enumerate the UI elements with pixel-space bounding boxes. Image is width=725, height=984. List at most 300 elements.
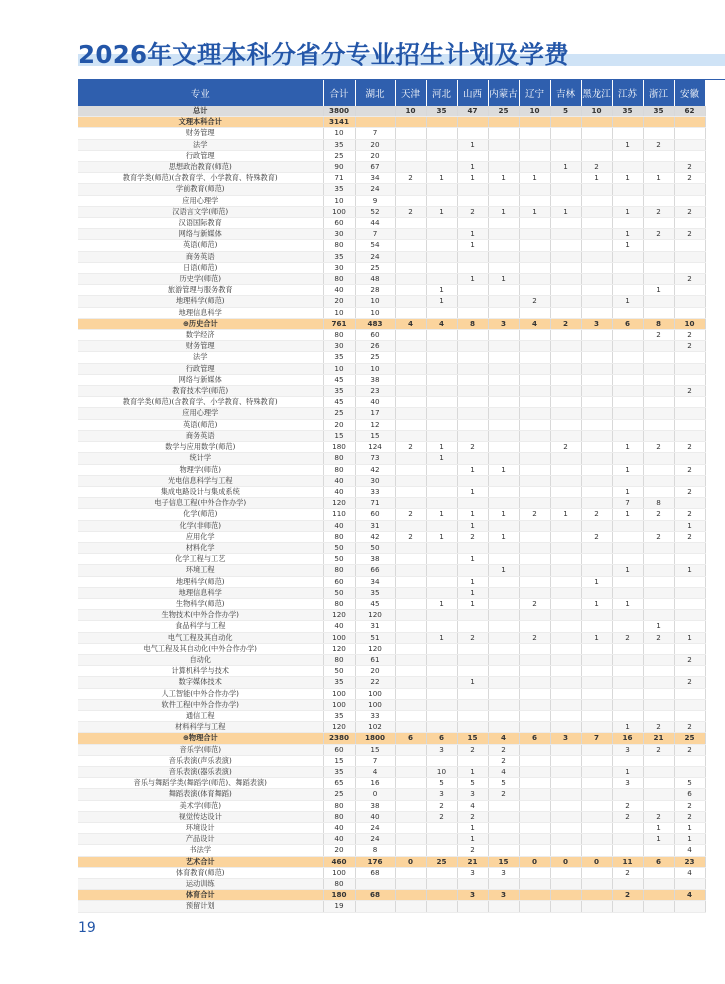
count-cell [581, 240, 612, 251]
count-cell: 2 [426, 811, 457, 822]
count-cell [426, 184, 457, 195]
count-cell [395, 621, 426, 632]
table-row [78, 475, 705, 486]
count-cell [581, 643, 612, 654]
count-cell [457, 341, 488, 352]
count-cell [550, 195, 581, 206]
count-cell [550, 554, 581, 565]
count-cell: 3 [457, 789, 488, 800]
count-cell: 8 [355, 845, 395, 856]
count-cell [643, 789, 674, 800]
count-cell [395, 520, 426, 531]
count-cell [643, 117, 674, 128]
count-cell [457, 218, 488, 229]
count-cell [426, 542, 457, 553]
table-body [78, 106, 705, 912]
count-cell [457, 643, 488, 654]
column-header: 专业 [78, 80, 323, 106]
count-cell: 0 [581, 856, 612, 867]
table-row [78, 632, 705, 643]
count-cell [519, 520, 550, 531]
count-cell [519, 453, 550, 464]
count-cell [426, 419, 457, 430]
count-cell: 2 [643, 442, 674, 453]
count-cell [674, 240, 705, 251]
count-cell [355, 106, 395, 117]
count-cell: 0 [550, 856, 581, 867]
count-cell: 80 [323, 565, 355, 576]
count-cell: 40 [355, 811, 395, 822]
count-cell [581, 117, 612, 128]
count-cell [643, 352, 674, 363]
count-cell [519, 128, 550, 139]
count-cell [519, 610, 550, 621]
count-cell: 2 [674, 654, 705, 665]
count-cell [643, 341, 674, 352]
count-cell [395, 710, 426, 721]
count-cell [674, 621, 705, 632]
major-name-cell: 思想政治教育(师范) [78, 162, 323, 173]
count-cell: 50 [323, 554, 355, 565]
major-name-cell: 数学与应用数学(师范) [78, 442, 323, 453]
count-cell: 66 [355, 565, 395, 576]
count-cell: 2 [674, 386, 705, 397]
count-cell: 2 [612, 867, 643, 878]
count-cell [550, 397, 581, 408]
count-cell: 1 [426, 531, 457, 542]
count-cell: 20 [323, 419, 355, 430]
count-cell: 50 [323, 587, 355, 598]
table-row [78, 666, 705, 677]
count-cell: 17 [355, 408, 395, 419]
count-cell [643, 654, 674, 665]
count-cell: 1 [457, 766, 488, 777]
count-cell [426, 654, 457, 665]
major-name-cell: 生物技术(中外合作办学) [78, 610, 323, 621]
table-row [78, 755, 705, 766]
count-cell: 54 [355, 240, 395, 251]
count-cell [643, 184, 674, 195]
count-cell [643, 419, 674, 430]
count-cell: 15 [323, 430, 355, 441]
major-name-cell: 网络与新媒体 [78, 229, 323, 240]
count-cell: 2 [550, 442, 581, 453]
count-cell: 102 [355, 722, 395, 733]
count-cell [457, 408, 488, 419]
table-row [78, 363, 705, 374]
count-cell [488, 251, 519, 262]
count-cell: 2 [674, 173, 705, 184]
count-cell [581, 890, 612, 901]
count-cell [519, 218, 550, 229]
count-cell: 23 [674, 856, 705, 867]
count-cell [488, 643, 519, 654]
count-cell: 35 [323, 766, 355, 777]
count-cell [581, 699, 612, 710]
count-cell [581, 565, 612, 576]
count-cell: 40 [323, 621, 355, 632]
count-cell [550, 576, 581, 587]
count-cell: 2 [612, 811, 643, 822]
count-cell [395, 800, 426, 811]
count-cell [426, 643, 457, 654]
count-cell [612, 285, 643, 296]
major-name-cell: 视觉传达设计 [78, 811, 323, 822]
major-name-cell: 体育教育(师范) [78, 867, 323, 878]
count-cell: 2 [488, 755, 519, 766]
count-cell [395, 834, 426, 845]
count-cell [519, 430, 550, 441]
table-row [78, 531, 705, 542]
table-row [78, 565, 705, 576]
table-row [78, 453, 705, 464]
count-cell [612, 195, 643, 206]
count-cell: 73 [355, 453, 395, 464]
major-name-cell: 电气工程及其自动化 [78, 632, 323, 643]
major-name-cell: 英语(师范) [78, 419, 323, 430]
count-cell [488, 408, 519, 419]
table-row [78, 184, 705, 195]
major-name-cell: 应用心理学 [78, 408, 323, 419]
count-cell [426, 845, 457, 856]
count-cell [488, 330, 519, 341]
count-cell [550, 643, 581, 654]
table-row [78, 352, 705, 363]
count-cell [426, 677, 457, 688]
count-cell [519, 587, 550, 598]
count-cell [643, 150, 674, 161]
count-cell [488, 128, 519, 139]
count-cell: 80 [323, 811, 355, 822]
count-cell [550, 419, 581, 430]
count-cell [426, 587, 457, 598]
count-cell: 24 [355, 251, 395, 262]
count-cell [457, 475, 488, 486]
count-cell: 3 [612, 744, 643, 755]
count-cell [426, 498, 457, 509]
count-cell [395, 744, 426, 755]
count-cell [519, 139, 550, 150]
count-cell: 1 [457, 139, 488, 150]
count-cell [581, 722, 612, 733]
page-title: 2026年文理本科分省分专业招生计划及学费 [78, 40, 569, 69]
count-cell [395, 307, 426, 318]
count-cell: 38 [355, 554, 395, 565]
count-cell [395, 374, 426, 385]
count-cell [519, 442, 550, 453]
count-cell: 50 [323, 666, 355, 677]
count-cell: 40 [323, 486, 355, 497]
count-cell [395, 218, 426, 229]
table-row [78, 139, 705, 150]
count-cell [426, 307, 457, 318]
count-cell: 68 [355, 867, 395, 878]
count-cell [457, 195, 488, 206]
count-cell: 6 [674, 789, 705, 800]
count-cell [581, 374, 612, 385]
count-cell [457, 307, 488, 318]
count-cell [612, 554, 643, 565]
count-cell: 2 [457, 531, 488, 542]
table-row [78, 879, 705, 890]
count-cell [426, 699, 457, 710]
count-cell [519, 778, 550, 789]
table-row [78, 722, 705, 733]
count-cell [612, 363, 643, 374]
count-cell: 10 [323, 195, 355, 206]
count-cell: 1 [612, 486, 643, 497]
count-cell: 7 [355, 229, 395, 240]
count-cell [395, 666, 426, 677]
count-cell [612, 823, 643, 834]
count-cell [426, 901, 457, 912]
count-cell: 2380 [323, 733, 355, 744]
table-row [78, 296, 705, 307]
count-cell: 124 [355, 442, 395, 453]
count-cell [395, 139, 426, 150]
count-cell: 1 [457, 834, 488, 845]
count-cell [550, 430, 581, 441]
count-cell: 100 [355, 699, 395, 710]
count-cell: 1 [612, 598, 643, 609]
count-cell: 460 [323, 856, 355, 867]
count-cell [488, 542, 519, 553]
major-name-cell: 英语(师范) [78, 240, 323, 251]
table-row [78, 251, 705, 262]
count-cell: 6 [395, 733, 426, 744]
table-row [78, 262, 705, 273]
count-cell [550, 867, 581, 878]
count-cell [550, 520, 581, 531]
major-name-cell: 教育学类(师范)(含教育学、小学教育、特殊教育) [78, 173, 323, 184]
count-cell [519, 666, 550, 677]
count-cell: 2 [488, 744, 519, 755]
count-cell [674, 755, 705, 766]
count-cell: 2 [674, 229, 705, 240]
count-cell: 25 [323, 408, 355, 419]
table-row [78, 654, 705, 665]
count-cell [457, 419, 488, 430]
table-row [78, 710, 705, 721]
count-cell [426, 688, 457, 699]
count-cell: 10 [323, 363, 355, 374]
count-cell [643, 363, 674, 374]
count-cell [674, 139, 705, 150]
major-name-cell: 通信工程 [78, 710, 323, 721]
count-cell [395, 890, 426, 901]
count-cell [488, 688, 519, 699]
major-name-cell: 数学经济 [78, 330, 323, 341]
count-cell [612, 453, 643, 464]
count-cell [581, 710, 612, 721]
count-cell [581, 296, 612, 307]
count-cell: 110 [323, 509, 355, 520]
count-cell [426, 430, 457, 441]
major-name-cell: 音乐与舞蹈学类(舞蹈学(师范)、舞蹈表演) [78, 778, 323, 789]
count-cell [674, 374, 705, 385]
count-cell [674, 699, 705, 710]
count-cell: 25 [488, 106, 519, 117]
count-cell [550, 274, 581, 285]
count-cell [519, 184, 550, 195]
count-cell: 2 [581, 509, 612, 520]
count-cell: 20 [355, 666, 395, 677]
count-cell [426, 128, 457, 139]
count-cell: 33 [355, 710, 395, 721]
count-cell [550, 565, 581, 576]
count-cell [519, 307, 550, 318]
count-cell: 5 [457, 778, 488, 789]
count-cell [581, 285, 612, 296]
count-cell [395, 397, 426, 408]
count-cell: 1 [612, 766, 643, 777]
major-name-cell: 电气工程及其自动化(中外合作办学) [78, 643, 323, 654]
count-cell [488, 419, 519, 430]
count-cell: 120 [323, 722, 355, 733]
count-cell [612, 330, 643, 341]
count-cell [488, 218, 519, 229]
count-cell [674, 710, 705, 721]
count-cell [612, 430, 643, 441]
count-cell [457, 150, 488, 161]
count-cell [519, 722, 550, 733]
count-cell: 2 [643, 206, 674, 217]
count-cell: 40 [323, 520, 355, 531]
count-cell [426, 374, 457, 385]
count-cell: 4 [674, 845, 705, 856]
count-cell [488, 374, 519, 385]
major-name-cell: 人工智能(中外合作办学) [78, 688, 323, 699]
table-row [78, 173, 705, 184]
count-cell [519, 699, 550, 710]
count-cell: 25 [426, 856, 457, 867]
count-cell [612, 610, 643, 621]
count-cell [426, 330, 457, 341]
count-cell [581, 419, 612, 430]
count-cell [581, 251, 612, 262]
count-cell: 2 [643, 229, 674, 240]
count-cell: 2 [674, 531, 705, 542]
count-cell: 2 [519, 509, 550, 520]
count-cell [581, 778, 612, 789]
count-cell [395, 419, 426, 430]
table-header-row [78, 80, 705, 106]
count-cell: 1 [550, 206, 581, 217]
count-cell [550, 475, 581, 486]
count-cell [550, 128, 581, 139]
count-cell [395, 688, 426, 699]
count-cell [581, 621, 612, 632]
count-cell: 2 [612, 800, 643, 811]
count-cell: 7 [355, 755, 395, 766]
count-cell [519, 890, 550, 901]
count-cell [581, 363, 612, 374]
count-cell: 5 [488, 778, 519, 789]
count-cell [519, 464, 550, 475]
count-cell: 52 [355, 206, 395, 217]
count-cell: 38 [355, 800, 395, 811]
count-cell [457, 901, 488, 912]
count-cell: 40 [355, 397, 395, 408]
major-name-cell: 法学 [78, 352, 323, 363]
count-cell [488, 879, 519, 890]
count-cell: 10 [355, 363, 395, 374]
count-cell [550, 374, 581, 385]
count-cell: 1 [488, 274, 519, 285]
count-cell: 2 [674, 811, 705, 822]
table-row [78, 498, 705, 509]
count-cell [581, 307, 612, 318]
count-cell [550, 262, 581, 273]
count-cell [426, 755, 457, 766]
count-cell [612, 262, 643, 273]
count-cell [457, 654, 488, 665]
count-cell [674, 587, 705, 598]
table-row [78, 150, 705, 161]
count-cell [550, 296, 581, 307]
count-cell [612, 789, 643, 800]
count-cell [395, 554, 426, 565]
count-cell: 1 [612, 442, 643, 453]
count-cell: 1 [519, 206, 550, 217]
table-row [78, 128, 705, 139]
count-cell [395, 285, 426, 296]
count-cell: 62 [674, 106, 705, 117]
table-row [78, 374, 705, 385]
count-cell: 20 [323, 845, 355, 856]
count-cell: 120 [355, 610, 395, 621]
count-cell: 2 [519, 632, 550, 643]
count-cell [581, 330, 612, 341]
count-cell [426, 240, 457, 251]
count-cell [674, 397, 705, 408]
count-cell: 2 [674, 206, 705, 217]
count-cell [519, 565, 550, 576]
table-row [78, 576, 705, 587]
count-cell: 100 [323, 206, 355, 217]
count-cell: 1 [519, 173, 550, 184]
count-cell [643, 408, 674, 419]
count-cell [550, 879, 581, 890]
count-cell: 80 [323, 598, 355, 609]
subtotal-row [78, 890, 705, 901]
count-cell [395, 576, 426, 587]
count-cell: 2 [674, 330, 705, 341]
count-cell [581, 879, 612, 890]
count-cell [519, 486, 550, 497]
count-cell [612, 386, 643, 397]
count-cell: 2 [674, 800, 705, 811]
count-cell [643, 542, 674, 553]
count-cell [519, 195, 550, 206]
count-cell [355, 901, 395, 912]
count-cell: 2 [674, 677, 705, 688]
count-cell: 1 [581, 576, 612, 587]
count-cell [457, 251, 488, 262]
count-cell [643, 296, 674, 307]
count-cell: 4 [674, 867, 705, 878]
count-cell [643, 598, 674, 609]
count-cell: 1 [612, 565, 643, 576]
column-header: 江苏 [612, 80, 643, 106]
table-row [78, 486, 705, 497]
count-cell: 1 [612, 296, 643, 307]
count-cell [488, 285, 519, 296]
count-cell [519, 386, 550, 397]
count-cell: 100 [323, 867, 355, 878]
count-cell [674, 296, 705, 307]
count-cell [643, 453, 674, 464]
